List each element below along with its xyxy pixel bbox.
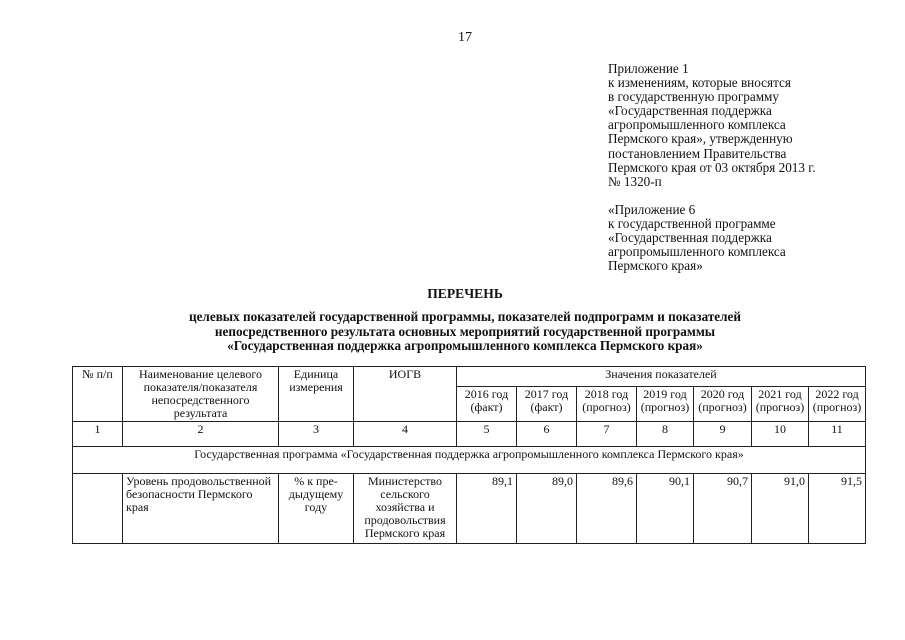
row-num bbox=[73, 474, 123, 544]
year-kind: (факт) bbox=[470, 400, 503, 414]
row-value-2017: 89,0 bbox=[517, 474, 577, 544]
year-kind: (прогноз) bbox=[640, 400, 690, 414]
column-number: 10 bbox=[752, 422, 809, 447]
row-value-2018: 89,6 bbox=[577, 474, 637, 544]
annex-block-2 bbox=[608, 203, 898, 273]
header-year-2017 bbox=[517, 387, 577, 422]
program-title: Государственная программа «Государственная поддержка агропромышленного комплекса Пермского края» bbox=[73, 447, 866, 474]
document-heading bbox=[100, 287, 830, 354]
year-kind: (прогноз) bbox=[582, 400, 631, 414]
column-number: 8 bbox=[637, 422, 694, 447]
year-kind: (прогноз) bbox=[698, 400, 747, 414]
annex-line: Пермского края» bbox=[608, 258, 703, 274]
annex-line: к государственной программе bbox=[608, 215, 776, 231]
column-number: 5 bbox=[457, 422, 517, 447]
heading-line: «Государственная поддержка агропромышленного комплекса Пермского края» bbox=[227, 338, 703, 354]
annex-line: к изменениям, которые вносятся bbox=[608, 75, 791, 91]
header-iogv: ИОГВ bbox=[354, 367, 457, 422]
year-label: 2017 год bbox=[524, 387, 569, 401]
column-number-row bbox=[73, 422, 866, 447]
row-iogv: Министерство сельского хозяйства и продовольствия Пермского края bbox=[354, 474, 457, 544]
year-label: 2016 год bbox=[464, 387, 509, 401]
year-label: 2022 год bbox=[815, 387, 859, 401]
year-label: 2019 год bbox=[643, 387, 687, 401]
row-value-2016: 89,1 bbox=[457, 474, 517, 544]
header-year-2020 bbox=[694, 387, 752, 422]
row-value-2021: 91,0 bbox=[752, 474, 809, 544]
annex-note bbox=[608, 62, 898, 273]
header-year-2016 bbox=[457, 387, 517, 422]
annex-line: в государственную программу bbox=[608, 89, 779, 105]
column-number: 3 bbox=[279, 422, 354, 447]
year-label: 2020 год bbox=[700, 387, 745, 401]
annex-line: № 1320-п bbox=[608, 173, 662, 189]
column-number: 6 bbox=[517, 422, 577, 447]
year-label: 2021 год bbox=[758, 387, 802, 401]
header-year-2022 bbox=[809, 387, 866, 422]
header-year-2021 bbox=[752, 387, 809, 422]
annex-line: «Приложение 6 bbox=[608, 201, 696, 217]
row-name: Уровень продовольственной безопасности Пермского края bbox=[123, 474, 279, 544]
annex-line: Пермского края», утвержденную bbox=[608, 131, 793, 147]
document-title: ПЕРЕЧЕНЬ bbox=[427, 286, 503, 301]
column-number: 4 bbox=[354, 422, 457, 447]
annex-line: «Государственная поддержка bbox=[608, 103, 772, 119]
heading-line: непосредственного результата основных мероприятий государственной программы bbox=[214, 323, 716, 339]
year-label: 2018 год bbox=[584, 387, 629, 401]
header-unit: Единица измерения bbox=[279, 367, 354, 422]
header-num: № п/п bbox=[73, 367, 123, 422]
table-row bbox=[73, 474, 866, 544]
annex-line: Приложение 1 bbox=[608, 61, 689, 76]
column-number: 11 bbox=[809, 422, 866, 447]
header-year-2019 bbox=[637, 387, 694, 422]
page-number: 17 bbox=[458, 30, 472, 45]
header-values: Значения показателей bbox=[457, 367, 866, 387]
indicators-table bbox=[72, 366, 866, 544]
row-unit: % к пре-дыдущему году bbox=[279, 474, 354, 544]
column-number: 9 bbox=[694, 422, 752, 447]
heading-line: целевых показателей государственной программы, показателей подпрограмм и показателей bbox=[188, 309, 742, 325]
year-kind: (факт) bbox=[530, 400, 563, 414]
header-year-2018 bbox=[577, 387, 637, 422]
year-kind: (прогноз) bbox=[812, 400, 862, 414]
annex-line: агропромышленного комплекса bbox=[608, 117, 786, 133]
annex-line: «Государственная поддержка bbox=[608, 230, 772, 246]
annex-line: Пермского края от 03 октября 2013 г. bbox=[608, 159, 816, 175]
header-name: Наименование целевого показателя/показателя непосредственного результата bbox=[123, 367, 279, 422]
row-value-2019: 90,1 bbox=[637, 474, 694, 544]
annex-line: постановлением Правительства bbox=[608, 145, 787, 161]
row-value-2020: 90,7 bbox=[694, 474, 752, 544]
year-kind: (прогноз) bbox=[755, 400, 805, 414]
row-value-2022: 91,5 bbox=[809, 474, 866, 544]
column-number: 7 bbox=[577, 422, 637, 447]
program-row bbox=[73, 447, 866, 474]
column-number: 1 bbox=[73, 422, 123, 447]
annex-line: агропромышленного комплекса bbox=[608, 244, 786, 260]
column-number: 2 bbox=[123, 422, 279, 447]
